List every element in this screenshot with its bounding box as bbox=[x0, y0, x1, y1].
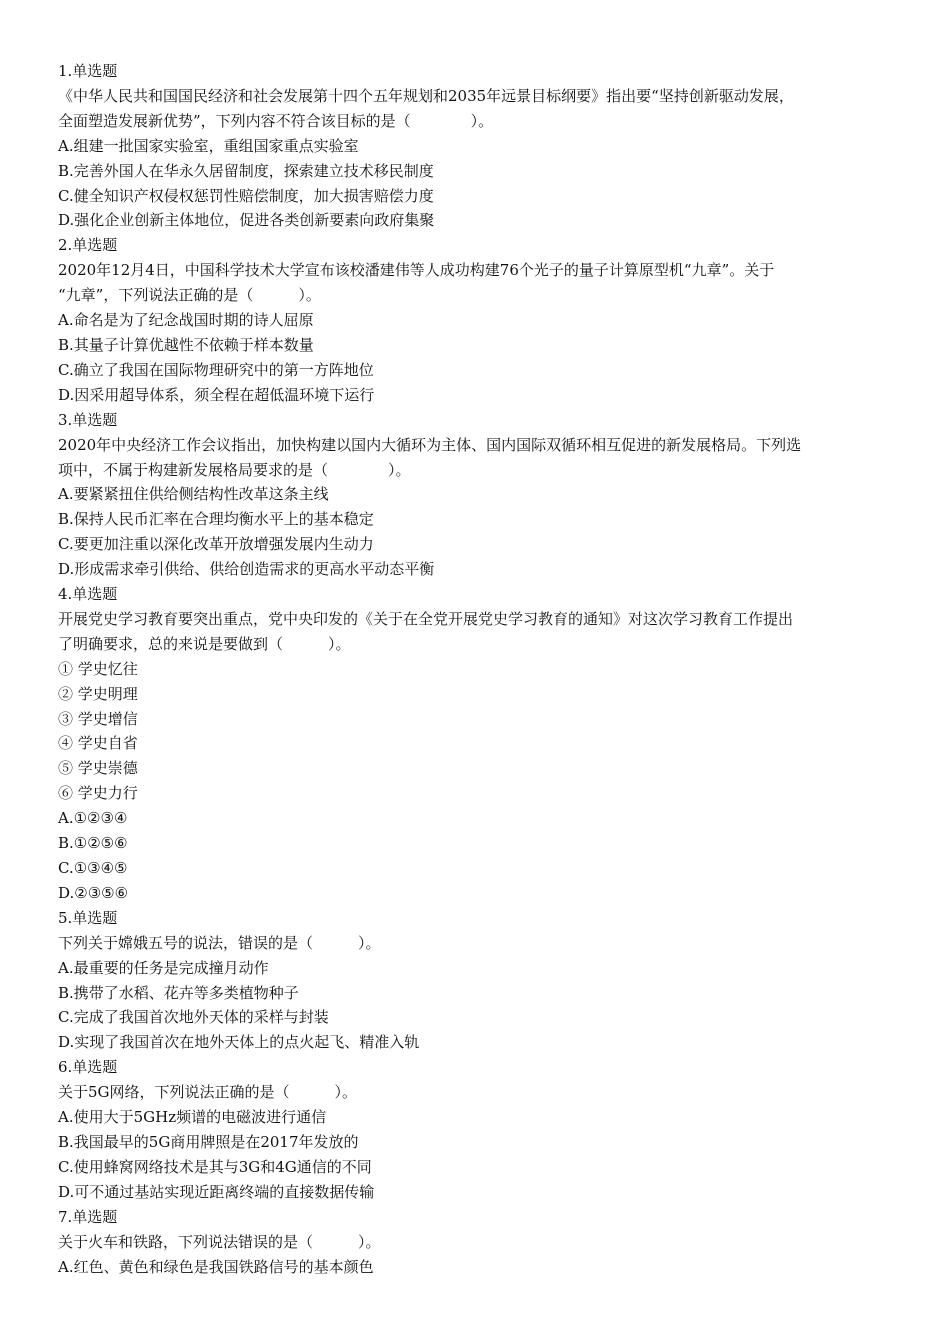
answer-option-d: D.因采用超导体系，须全程在超低温环境下运行 bbox=[58, 385, 375, 404]
question-heading: 4.单选题 bbox=[58, 585, 118, 604]
answer-option-b: B.我国最早的5G商用牌照是在2017年发放的 bbox=[58, 1132, 359, 1151]
answer-option-b: B.①②⑤⑥ bbox=[58, 834, 128, 853]
answer-option-b: B.其量子计算优越性不依赖于样本数量 bbox=[58, 335, 314, 354]
statement-item-4: ④ 学史自省 bbox=[58, 734, 138, 753]
answer-option-c: C.健全知识产权侵权惩罚性赔偿制度，加大损害赔偿力度 bbox=[58, 186, 434, 205]
statement-item-3: ③ 学史增信 bbox=[58, 709, 138, 728]
question-heading: 7.单选题 bbox=[58, 1207, 118, 1226]
question-heading: 3.单选题 bbox=[58, 410, 118, 429]
statement-item-6: ⑥ 学史力行 bbox=[58, 784, 138, 803]
question-1 bbox=[58, 59, 888, 233]
answer-option-c: C.完成了我国首次地外天体的采样与封装 bbox=[58, 1008, 329, 1027]
answer-option-d: D.实现了我国首次在地外天体上的点火起飞、精准入轨 bbox=[58, 1033, 420, 1052]
answer-option-d: D.强化企业创新主体地位，促进各类创新要素向政府集聚 bbox=[58, 211, 435, 230]
answer-option-a: A.最重要的任务是完成撞月动作 bbox=[58, 958, 269, 977]
question-stem-line: 全面塑造发展新优势”，下列内容不符合该目标的是（ ）。 bbox=[58, 111, 494, 130]
question-3 bbox=[58, 408, 888, 582]
question-stem-line: 2020年12月4日，中国科学技术大学宣布该校潘建伟等人成功构建76个光子的量子计算原型机“九章”。关于 bbox=[58, 261, 775, 280]
exam-document bbox=[58, 59, 888, 1279]
question-7 bbox=[58, 1205, 888, 1280]
answer-option-a: A.①②③④ bbox=[58, 809, 128, 828]
question-5 bbox=[58, 906, 888, 1055]
question-stem-line: 下列关于嫦娥五号的说法，错误的是（ ）。 bbox=[58, 933, 381, 952]
question-heading: 1.单选题 bbox=[58, 62, 118, 80]
question-stem-line: “九章”，下列说法正确的是（ ）。 bbox=[58, 286, 321, 305]
answer-option-c: C.要更加注重以深化改革开放增强发展内生动力 bbox=[58, 535, 374, 554]
answer-option-d: D.②③⑤⑥ bbox=[58, 883, 129, 902]
answer-option-c: C.确立了我国在国际物理研究中的第一方阵地位 bbox=[58, 360, 374, 379]
question-heading: 2.单选题 bbox=[58, 236, 118, 255]
answer-option-c: C.①③④⑤ bbox=[58, 859, 128, 877]
question-stem-line: 开展党史学习教育要突出重点，党中央印发的《关于在全党开展党史学习教育的通知》对这次学习教育工作提出 bbox=[58, 609, 794, 628]
answer-option-a: A.命名是为了纪念战国时期的诗人屈原 bbox=[58, 311, 314, 330]
question-6 bbox=[58, 1055, 888, 1204]
question-stem-line: 2020年中央经济工作会议指出，加快构建以国内大循环为主体、国内国际双循环相互促进的新发展格局。下列选 bbox=[58, 435, 802, 454]
answer-option-a: A.使用大于5GHz频谱的电磁波进行通信 bbox=[58, 1108, 327, 1127]
answer-option-d: D.形成需求牵引供给、供给创造需求的更高水平动态平衡 bbox=[58, 560, 435, 579]
statement-item-1: ① 学史忆往 bbox=[58, 659, 138, 678]
answer-option-b: B.保持人民币汇率在合理均衡水平上的基本稳定 bbox=[58, 510, 374, 529]
question-4 bbox=[58, 582, 888, 906]
statement-item-2: ② 学史明理 bbox=[58, 684, 138, 703]
answer-option-c: C.使用蜂窝网络技术是其与3G和4G通信的不同 bbox=[58, 1157, 372, 1176]
answer-option-a: A.要紧紧扭住供给侧结构性改革这条主线 bbox=[58, 485, 329, 504]
answer-option-b: B.携带了水稻、花卉等多类植物种子 bbox=[58, 983, 299, 1002]
answer-option-b: B.完善外国人在华永久居留制度，探索建立技术移民制度 bbox=[58, 161, 434, 180]
answer-option-d: D.可不通过基站实现近距离终端的直接数据传输 bbox=[58, 1182, 375, 1201]
question-stem-line: 了明确要求，总的来说是要做到（ ）。 bbox=[58, 634, 351, 653]
statement-item-5: ⑤ 学史崇德 bbox=[58, 759, 138, 778]
answer-option-a: A.组建一批国家实验室，重组国家重点实验室 bbox=[58, 136, 359, 155]
answer-option-a: A.红色、黄色和绿色是我国铁路信号的基本颜色 bbox=[58, 1257, 374, 1276]
question-stem-line: 《中华人民共和国国民经济和社会发展第十四个五年规划和2035年远景目标纲要》指出要“坚持创新驱动发展， bbox=[58, 86, 794, 105]
question-2 bbox=[58, 233, 888, 407]
question-heading: 5.单选题 bbox=[58, 908, 118, 927]
question-heading: 6.单选题 bbox=[58, 1058, 118, 1077]
question-stem-line: 关于5G网络，下列说法正确的是（ ）。 bbox=[58, 1083, 358, 1102]
question-stem-line: 关于火车和铁路，下列说法错误的是（ ）。 bbox=[58, 1232, 381, 1251]
question-stem-line: 项中，不属于构建新发展格局要求的是（ ）。 bbox=[58, 460, 411, 479]
